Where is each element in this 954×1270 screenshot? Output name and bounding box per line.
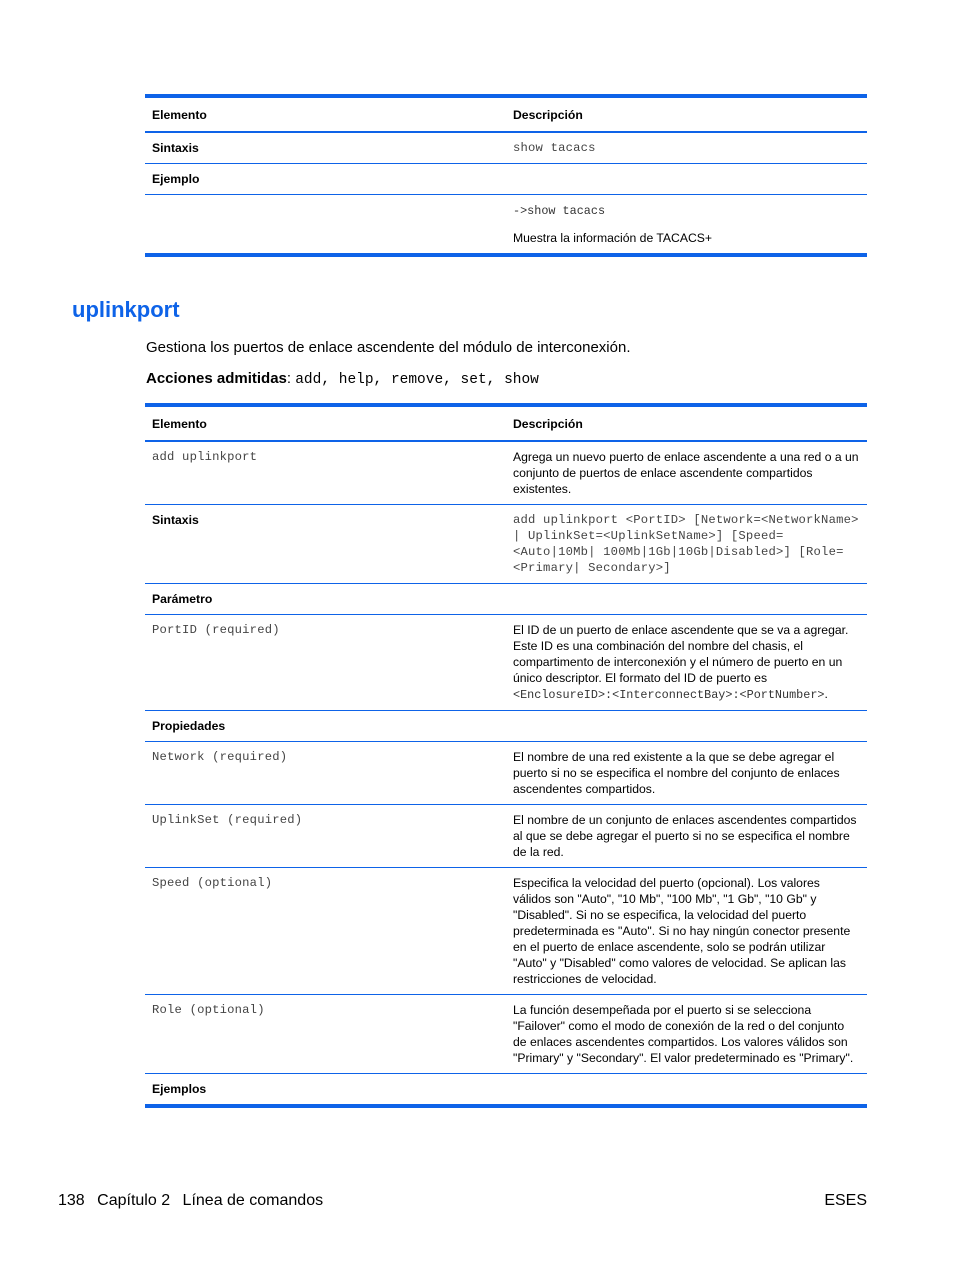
header-elemento: Elemento [145, 96, 506, 132]
network-description: El nombre de una red existente a la que se debe agregar el puerto si no se especifica el nombre del conjunto de enlaces ascendentes compartidos. [506, 742, 867, 805]
examples-label: Ejemplos [152, 1082, 207, 1096]
table-row [145, 1074, 867, 1107]
header-descripcion: Descripción [506, 405, 867, 441]
empty-cell [506, 584, 867, 615]
syntax-value: show tacacs [506, 132, 867, 164]
example-command: ->show tacacs [513, 204, 606, 218]
portid-end: . [824, 687, 828, 701]
add-command: add uplinkport [145, 441, 506, 505]
table-header-row [145, 96, 867, 132]
speed-name: Speed (optional) [145, 868, 506, 995]
section-title: uplinkport [72, 297, 180, 322]
page-footer-left [58, 1192, 331, 1210]
table-row [145, 742, 867, 805]
header-elemento: Elemento [145, 405, 506, 441]
table-row [145, 132, 867, 164]
example-description: Muestra la información de TACACS+ [513, 231, 713, 245]
table-row [145, 195, 867, 256]
table-row [145, 868, 867, 995]
syntax-label: Sintaxis [145, 505, 506, 584]
table-header-row [145, 405, 867, 441]
page-footer-locale: ESES [824, 1192, 867, 1209]
supported-actions [146, 370, 539, 388]
network-name: Network (required) [145, 742, 506, 805]
uplinkport-table [145, 403, 867, 1108]
header-descripcion: Descripción [506, 96, 867, 132]
portid-format: <EnclosureID>:<InterconnectBay>:<PortNumber> [513, 688, 825, 702]
tacacs-table [145, 94, 867, 257]
example-label: Ejemplo [145, 164, 506, 195]
empty-cell [506, 711, 867, 742]
portid-cell [506, 615, 867, 711]
syntax-value: add uplinkport <PortID> [Network=<NetworkName> | UplinkSet=<UplinkSetName>] [Speed=<Auto|10Mb| 100Mb|1Gb|10Gb|Disabled>] [Role=<Primary| Secondary>] [506, 505, 867, 584]
table-row [145, 995, 867, 1074]
page-number: 138 [58, 1192, 85, 1209]
add-description: Agrega un nuevo puerto de enlace ascendente a una red o a un conjunto de puertos de enlace ascendente compartidos existentes. [506, 441, 867, 505]
actions-list: add, help, remove, set, show [295, 372, 539, 388]
uplinkset-description: El nombre de un conjunto de enlaces ascendentes compartidos al que se debe agregar el puerto si no se especifica el nombre de la red. [506, 805, 867, 868]
actions-label: Acciones admitidas [146, 370, 287, 387]
uplinkset-name: UplinkSet (required) [145, 805, 506, 868]
table-row [145, 711, 867, 742]
speed-description: Especifica la velocidad del puerto (opcional). Los valores válidos son "Auto", "10 Mb", "100 Mb", "1 Gb", "10 Gb" y "Disabled". Si no se especifica, la velocidad del puerto predeterminada es "Auto". Si no hay ningún conector presente en el puerto de enlace ascendente, solo se podrán utilizar "Auto" y "Disabled" como valores de velocidad. Se aplican las restricciones de velocidad. [506, 868, 867, 995]
param-label: Parámetro [145, 584, 506, 615]
section-intro: Gestiona los puertos de enlace ascendente del módulo de interconexión. [146, 339, 631, 356]
syntax-label: Sintaxis [145, 132, 506, 164]
portid-description: El ID de un puerto de enlace ascendente que se va a agregar. Este ID es una combinación del nombre del chasis, el compartimento de interconexión y el número de puerto en un único descriptor. El formato del ID de puerto es [513, 623, 849, 685]
table-row [145, 615, 867, 711]
table-row [145, 441, 867, 505]
role-name: Role (optional) [145, 995, 506, 1074]
table-row [145, 164, 867, 195]
portid-name: PortID (required) [145, 615, 506, 711]
role-description: La función desempeñada por el puerto si se selecciona "Failover" como el modo de conexión de la red o del conjunto de enlaces ascendentes compartidos. Los valores válidos son "Primary" y "Secondary". El valor predeterminado es "Primary". [506, 995, 867, 1074]
table-row [145, 805, 867, 868]
actions-separator: : [286, 370, 296, 387]
chapter-label: Capítulo 2 [97, 1192, 171, 1209]
props-label: Propiedades [145, 711, 506, 742]
chapter-title: Línea de comandos [182, 1192, 324, 1209]
example-cell [506, 195, 867, 256]
empty-cell [506, 164, 867, 195]
empty-cell [506, 1074, 867, 1107]
table-row [145, 505, 867, 584]
table-row [145, 584, 867, 615]
empty-cell [145, 195, 506, 256]
